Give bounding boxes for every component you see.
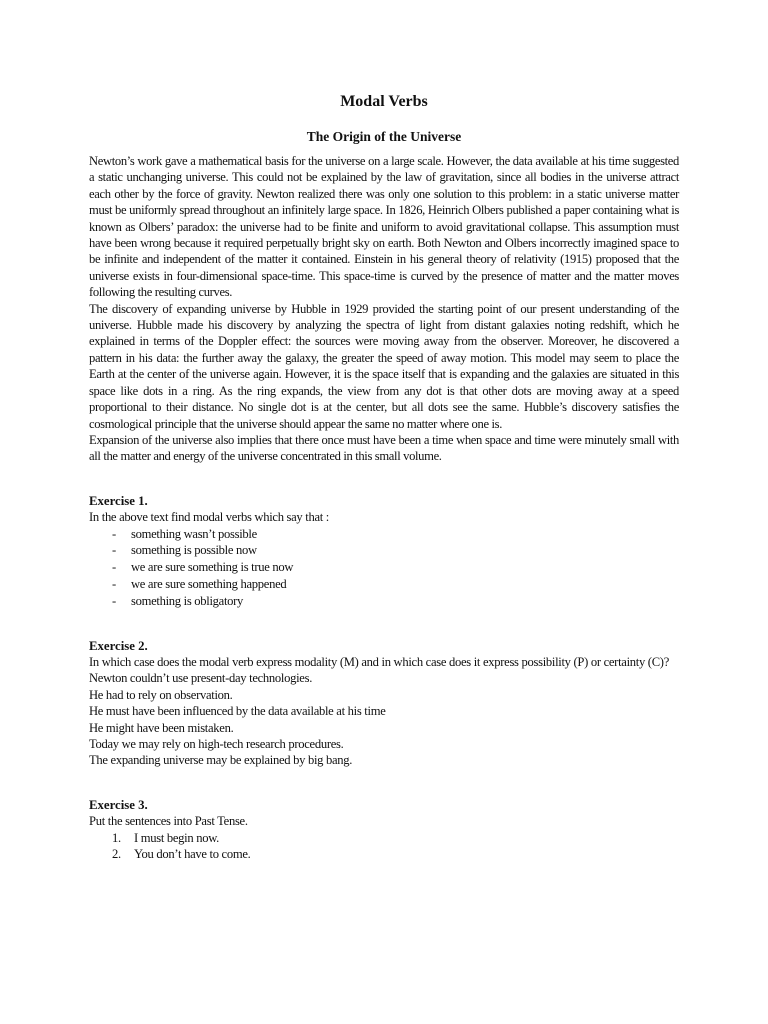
- list-item-text: something is obligatory: [131, 593, 244, 608]
- document-title: Modal Verbs: [340, 93, 428, 110]
- reading-text: [89, 153, 679, 465]
- list-item-text: I must begin now.: [134, 830, 220, 845]
- list-item: [89, 576, 679, 593]
- dash-list: [89, 526, 679, 610]
- list-item: [89, 593, 679, 610]
- dash-marker: -: [112, 560, 116, 575]
- exercise-sentence: Today we may rely on high-tech research procedures.: [89, 736, 344, 751]
- exercise-instruction: Put the sentences into Past Tense.: [89, 814, 248, 829]
- exercise-3: [89, 797, 679, 863]
- dash-marker: -: [112, 576, 116, 591]
- exercise-instruction: In which case does the modal verb express modality (M) and in which case does it express possibility (P) or certainty (C)?: [89, 654, 669, 669]
- list-item: [89, 846, 679, 863]
- dash-marker: -: [112, 526, 116, 541]
- paragraph: Expansion of the universe also implies that there once must have been a time when space and time were minutely small with all the matter and energy of the universe concentrated in this small volume.: [89, 432, 679, 464]
- exercise-sentence: He must have been influenced by the data available at his time: [89, 704, 386, 719]
- document-subtitle: The Origin of the Universe: [306, 129, 462, 144]
- exercise-1: [89, 493, 679, 610]
- list-item: [89, 559, 679, 576]
- list-item: [89, 526, 679, 543]
- dash-marker: -: [112, 543, 116, 558]
- list-item: [89, 830, 679, 847]
- document-page: [89, 92, 679, 863]
- item-number: 1.: [112, 830, 121, 845]
- exercise-sentence: Newton couldn’t use present-day technologies.: [89, 671, 313, 686]
- list-item: [89, 542, 679, 559]
- exercise-instruction: In the above text find modal verbs which say that :: [89, 510, 330, 525]
- exercise-heading: Exercise 1.: [89, 493, 148, 508]
- dash-marker: -: [112, 593, 116, 608]
- exercise-sentence: He had to rely on observation.: [89, 687, 233, 702]
- list-item-text: we are sure something happened: [131, 576, 287, 591]
- list-item-text: we are sure something is true now: [131, 560, 294, 575]
- list-item-text: something is possible now: [131, 543, 257, 558]
- list-item-text: something wasn’t possible: [131, 526, 257, 541]
- list-item-text: You don’t have to come.: [134, 847, 251, 862]
- exercise-2: [89, 638, 679, 769]
- paragraph: The discovery of expanding universe by Hubble in 1929 provided the starting point of our present understanding of the universe. Hubble made his discovery by analyzing the spectra of light from distant galaxies noting redshift, which he explained in terms of the Doppler effect: the sources were moving away from the observer. Moreover, he discovered a pattern in his data: the further away the galaxy, the greater the speed of away motion. This model may seem to place the Earth at the center of the universe again. However, it is the space itself that is expanding and the galaxies are situated in this space like dots in a ring. As the ring expands, the view from any dot is that other dots are moving away at a speed proportional to their distance. No single dot is at the center, but all dots see the same. Hubble’s discovery satisfies the cosmological principle that the universe should appear the same no matter where one is.: [89, 301, 679, 431]
- item-number: 2.: [112, 847, 121, 862]
- exercise-sentence: He might have been mistaken.: [89, 720, 234, 735]
- exercise-sentence: The expanding universe may be explained by big bang.: [89, 753, 353, 768]
- paragraph: Newton’s work gave a mathematical basis for the universe on a large scale. However, the data available at his time suggested a static unchanging universe. This could not be explained by the law of gravitation, since all bodies in the universe attract each other by the force of gravity. Newton realized there was only one solution to this problem: in a static universe matter must be uniformly spread throughout an infinitely large space. In 1826, Heinrich Olbers published a paper containing what is known as Olbers’ paradox: the universe had to be finite and uniform to avoid gravitational collapse. This assumption must have been wrong because it required perpetually bright sky on earth. Both Newton and Olbers incorrectly imagined space to be infinite and independent of the matter it contained. Einstein in his general theory of relativity (1915) proposed that the universe exists in four-dimensional space-time. This space-time is curved by the presence of matter and the matter moves following the resulting curves.: [89, 154, 679, 300]
- exercise-heading: Exercise 2.: [89, 638, 148, 653]
- numbered-list: [89, 830, 679, 864]
- exercise-heading: Exercise 3.: [89, 797, 148, 812]
